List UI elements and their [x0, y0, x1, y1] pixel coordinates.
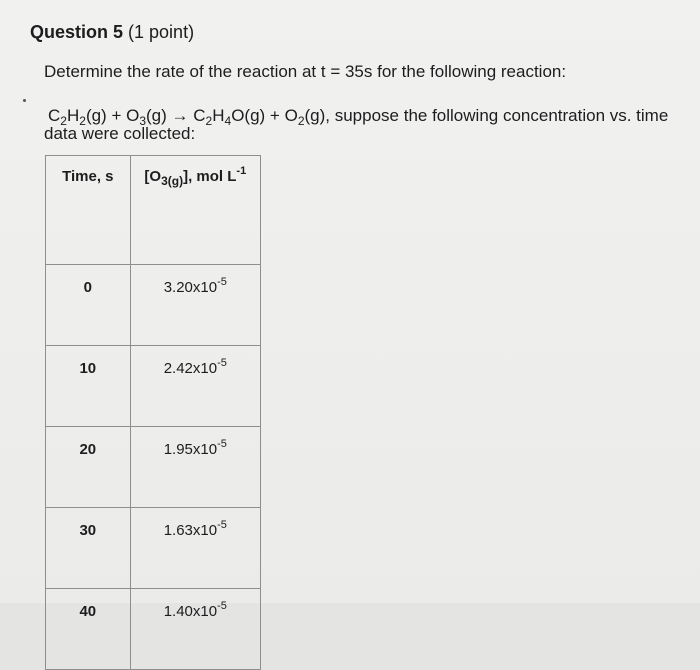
- question-points: (1 point): [128, 22, 195, 42]
- bullet-dot-icon: [23, 99, 26, 102]
- cell-concentration: $2.42x10^{-5}$: [130, 346, 260, 427]
- table-row: [46, 508, 261, 589]
- question-continuation: data were collected:: [44, 124, 196, 143]
- cell-time: 30: [46, 508, 131, 589]
- table-row: [46, 346, 261, 427]
- table-row: [46, 427, 261, 508]
- product-1: $C_2H_4O(g)$: [193, 106, 266, 128]
- plus-sign-2: +: [265, 106, 285, 125]
- reactant-1: $C_2H_2(g)$: [48, 106, 107, 128]
- cell-time: 10: [46, 346, 131, 427]
- plus-sign-1: +: [106, 106, 127, 125]
- question-header: [30, 20, 194, 44]
- cell-concentration: $1.63x10^{-5}$: [130, 508, 260, 589]
- reaction-arrow-icon: →: [166, 106, 194, 125]
- header-time: Time, s: [46, 156, 131, 265]
- cell-time: 20: [46, 427, 131, 508]
- question-prompt: Determine the rate of the reaction at t = 35s for the following reaction:: [44, 62, 567, 81]
- product-2: $O_2(g)$: [284, 106, 326, 128]
- table-row: [46, 265, 261, 346]
- table-header-row: [46, 156, 261, 265]
- question-title: Question 5: [30, 22, 124, 42]
- concentration-table: [45, 155, 261, 670]
- cell-time: 0: [46, 265, 131, 346]
- reactant-2: $O_3(g)$: [126, 106, 167, 128]
- header-concentration: $[O_{3(g)}]$, mol $L^{-1}$: [130, 156, 260, 265]
- reaction-suffix: , suppose the following concentration vs. time: [325, 106, 669, 125]
- cell-concentration: $1.95x10^{-5}$: [130, 427, 260, 508]
- table-row: [46, 589, 261, 670]
- cell-concentration: $1.40x10^{-5}$: [130, 589, 260, 670]
- cell-time: 40: [46, 589, 131, 670]
- cell-concentration: $3.20x10^{-5}$: [130, 265, 260, 346]
